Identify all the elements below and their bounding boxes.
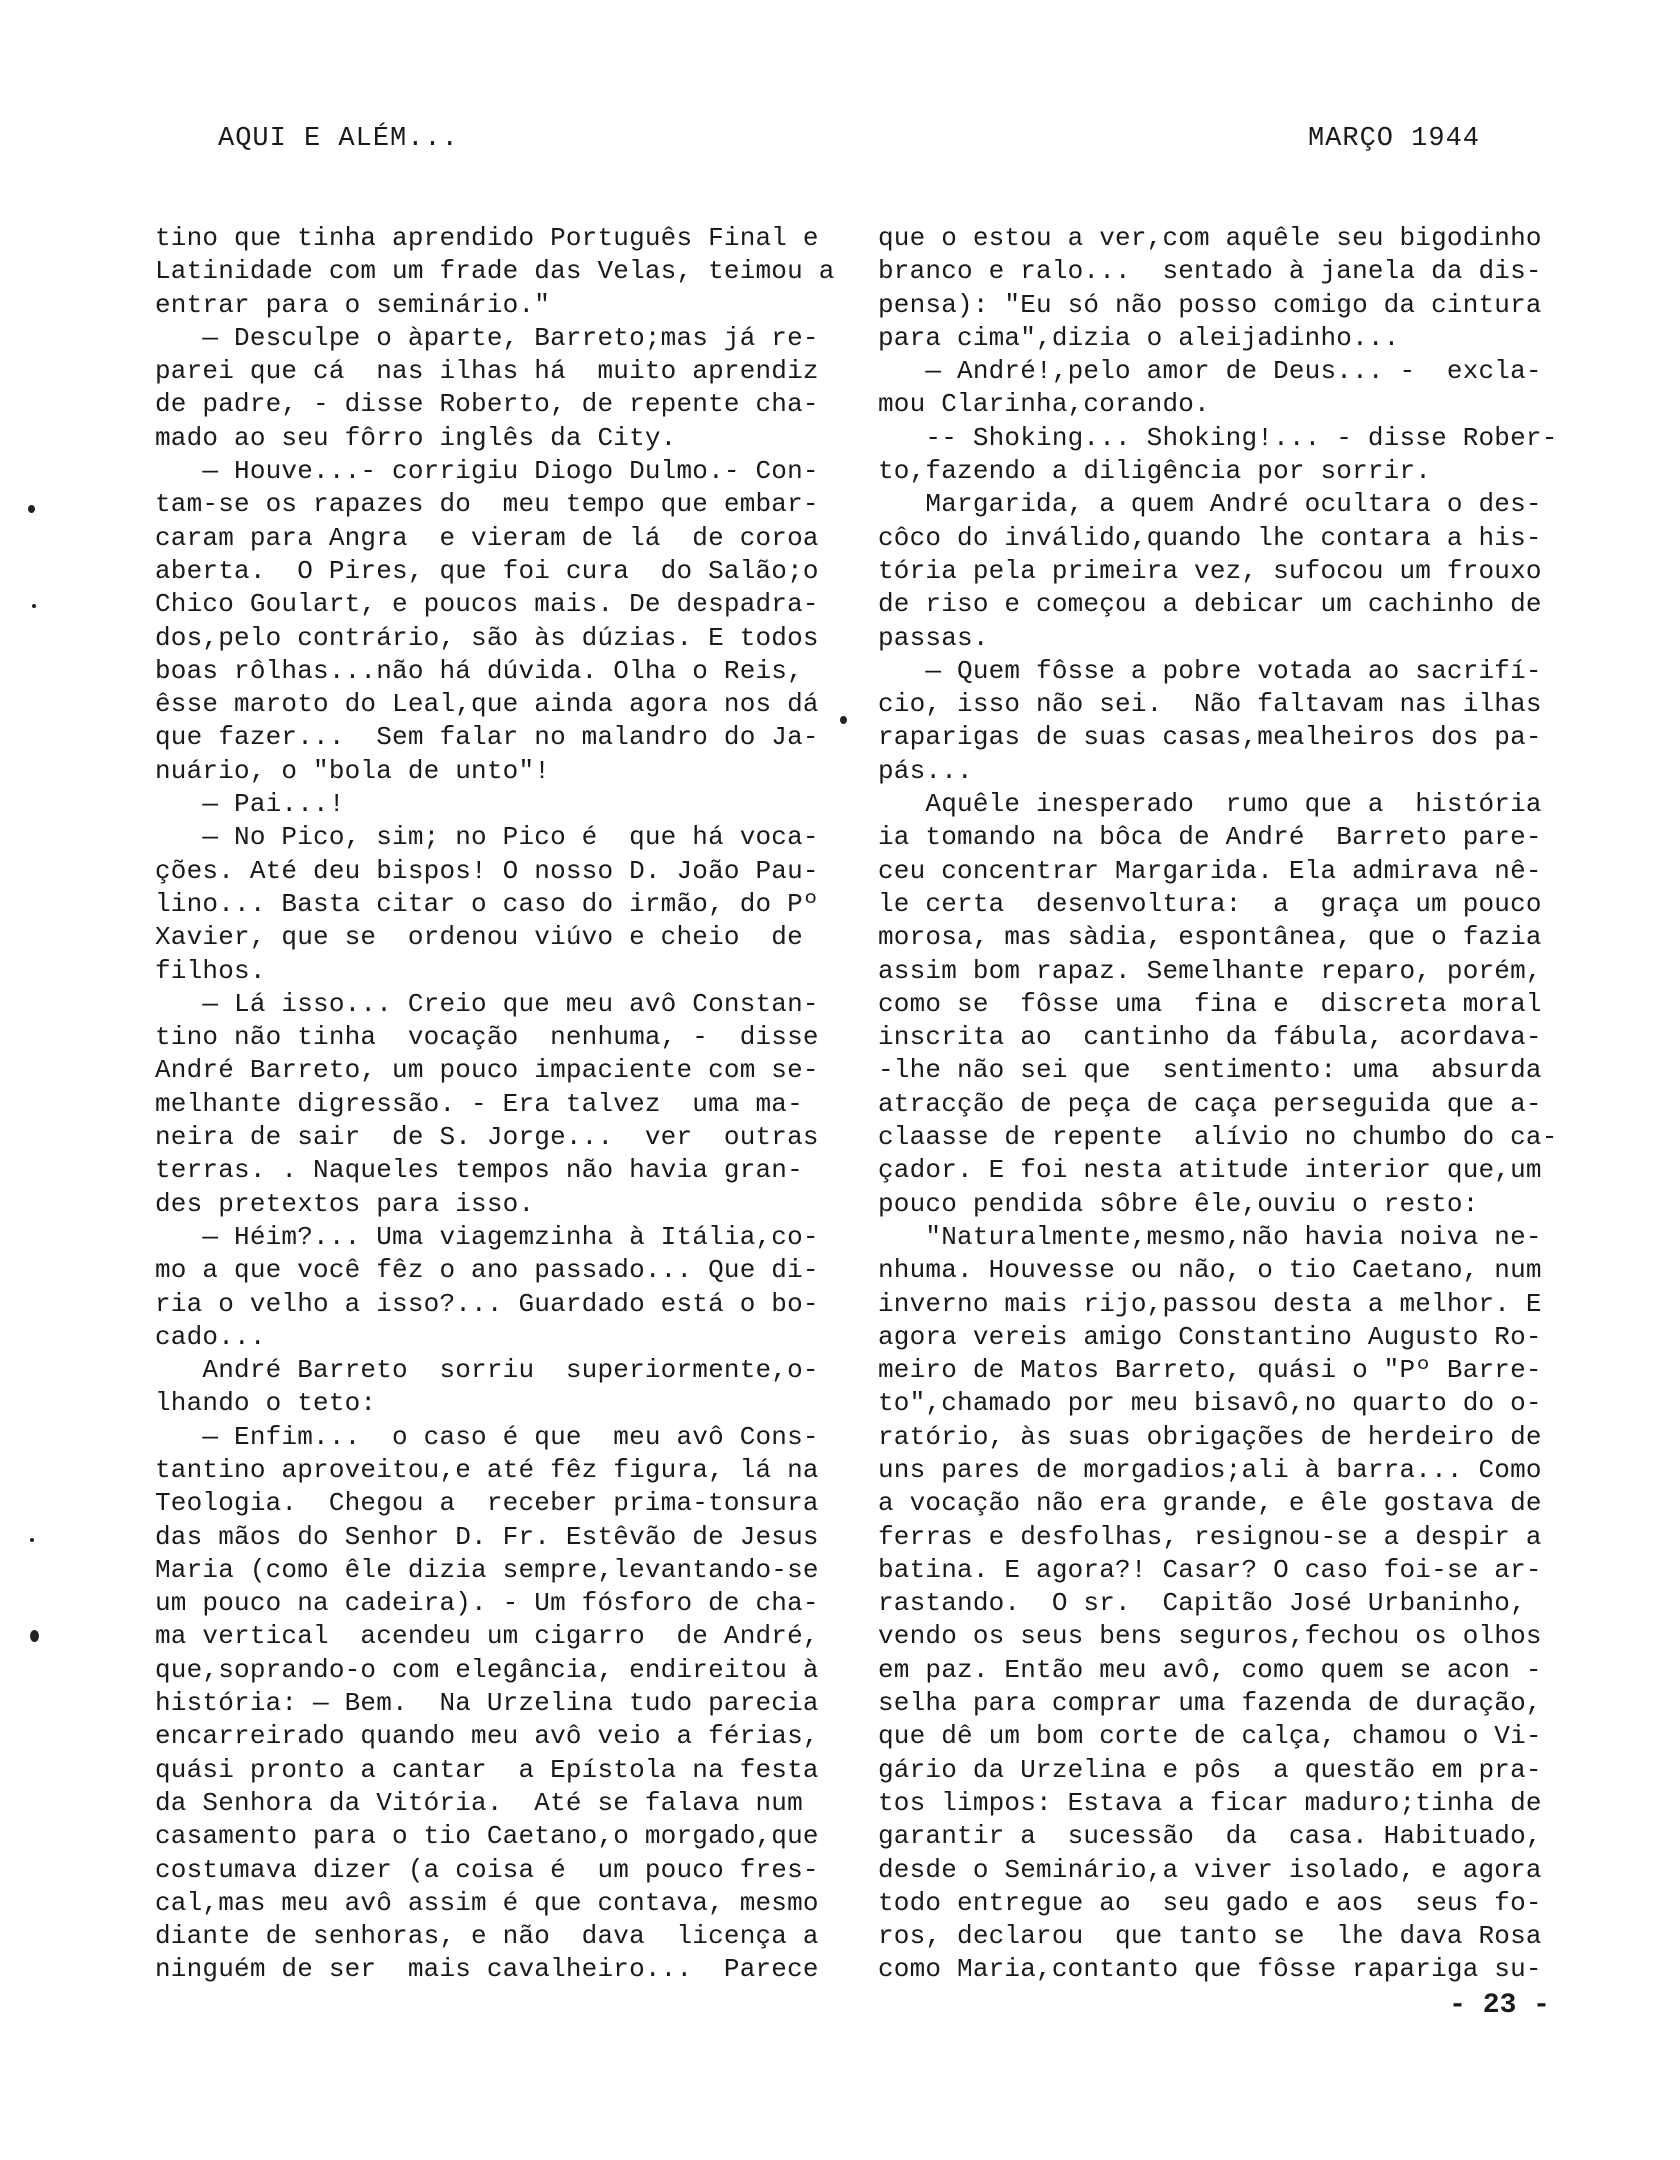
text-line: -lhe não sei que sentimento: uma absurda xyxy=(878,1055,1542,1086)
text-line: — Houve...- corrigiu Diogo Dulmo.- Con- xyxy=(155,456,819,487)
text-line: atracção de peça de caça perseguida que a- xyxy=(878,1088,1542,1119)
text-line: pouco pendida sôbre êle,ouviu o resto: xyxy=(878,1188,1479,1219)
text-line: a vocação não era grande, e êle gostava de xyxy=(878,1488,1542,1519)
text-line: ninguém de ser mais cavalheiro... Parece xyxy=(155,1954,819,1985)
text-line: que dê um bom corte de calça, chamou o Vi- xyxy=(878,1721,1542,1752)
text-line: mou Clarinha,corando. xyxy=(878,389,1210,420)
margin-speck xyxy=(30,1538,34,1542)
text-line: selha para comprar uma fazenda de duração, xyxy=(878,1688,1542,1719)
text-line: quási pronto a cantar a Epístola na festa xyxy=(155,1754,819,1785)
text-line: Xavier, que se ordenou viúvo e cheio de xyxy=(155,922,803,953)
text-line: Aquêle inesperado rumo que a história xyxy=(878,789,1542,820)
text-line: tória pela primeira vez, sufocou um frouxo xyxy=(878,555,1542,586)
text-line: — No Pico, sim; no Pico é que há voca- xyxy=(155,822,819,853)
running-title: AQUI E ALÉM... xyxy=(218,124,459,154)
text-line: da Senhora da Vitória. Até se falava num xyxy=(155,1787,803,1818)
text-line: ceu concentrar Margarida. Ela admirava nê- xyxy=(878,855,1542,886)
text-line: história: — Bem. Na Urzelina tudo parecia xyxy=(155,1688,819,1719)
text-line: tos limpos: Estava a ficar maduro;tinha de xyxy=(878,1787,1542,1818)
text-line: boas rôlhas...não há dúvida. Olha o Reis, xyxy=(155,655,803,686)
text-line: — André!,pelo amor de Deus... - excla- xyxy=(878,356,1542,387)
text-line: Margarida, a quem André ocultara o des- xyxy=(878,489,1542,520)
left-text-column xyxy=(155,222,835,1987)
text-line: mo a que você fêz o ano passado... Que di- xyxy=(155,1255,819,1286)
text-line: êsse maroto do Leal,que ainda agora nos dá xyxy=(155,689,819,720)
text-line: inscrita ao cantinho da fábula, acordava- xyxy=(878,1022,1542,1053)
text-line: caram para Angra e vieram de lá de coroa xyxy=(155,522,819,553)
text-line: todo entregue ao seu gado e aos seus fo- xyxy=(878,1887,1542,1918)
text-line: pensa): "Eu só não posso comigo da cintura xyxy=(878,289,1542,320)
text-line: como se fôsse uma fina e discreta moral xyxy=(878,988,1542,1019)
text-line: lino... Basta citar o caso do irmão, do Pº xyxy=(155,888,819,919)
text-line: costumava dizer (a coisa é um pouco fres- xyxy=(155,1854,819,1885)
text-line: em paz. Então meu avô, como quem se acon - xyxy=(878,1654,1542,1685)
text-line: filhos. xyxy=(155,955,266,986)
text-line: que,soprando-o com elegância, endireitou à xyxy=(155,1654,819,1685)
text-line: -- Shoking... Shoking!... - disse Rober- xyxy=(878,422,1558,453)
text-line: cado... xyxy=(155,1321,266,1352)
text-line: uns pares de morgadios;ali à barra... Como xyxy=(878,1454,1542,1485)
text-line: diante de senhoras, e não dava licença a xyxy=(155,1921,819,1952)
text-line: branco e ralo... sentado à janela da dis- xyxy=(878,256,1542,287)
text-line: côco do inválido,quando lhe contara a his- xyxy=(878,522,1542,553)
text-line: rastando. O sr. Capitão José Urbaninho, xyxy=(878,1588,1526,1619)
text-line: ia tomando na bôca de André Barreto pare- xyxy=(878,822,1542,853)
text-line: Latinidade com um frade das Velas, teimou a xyxy=(155,256,835,287)
text-line: gário da Urzelina e pôs a questão em pra- xyxy=(878,1754,1542,1785)
text-line: assim bom rapaz. Semelhante reparo, porém, xyxy=(878,955,1542,986)
text-line: ma vertical acendeu um cigarro de André, xyxy=(155,1621,819,1652)
text-line: cal,mas meu avô assim é que contava, mesmo xyxy=(155,1887,819,1918)
margin-speck xyxy=(30,1630,39,1642)
text-line: André Barreto, um pouco impaciente com se- xyxy=(155,1055,819,1086)
right-text-column xyxy=(878,222,1558,1987)
text-line: um pouco na cadeira). - Um fósforo de cha- xyxy=(155,1588,819,1619)
text-line: le certa desenvoltura: a graça um pouco xyxy=(878,888,1542,919)
text-line: ferras e desfolhas, resignou-se a despir a xyxy=(878,1521,1542,1552)
text-line: de riso e começou a debicar um cachinho de xyxy=(878,589,1542,620)
text-line: ções. Até deu bispos! O nosso D. João Pau- xyxy=(155,855,819,886)
text-line: garantir a sucessão da casa. Habituado, xyxy=(878,1821,1542,1852)
text-line: encarreirado quando meu avô veio a férias, xyxy=(155,1721,819,1752)
text-line: desde o Seminário,a viver isolado, e agora xyxy=(878,1854,1542,1885)
text-line: André Barreto sorriu superiormente,o- xyxy=(155,1355,819,1386)
text-line: to,fazendo a diligência por sorrir. xyxy=(878,456,1432,487)
text-line: — Héim?... Uma viagemzinha à Itália,co- xyxy=(155,1221,819,1252)
text-line: melhante digressão. - Era talvez uma ma- xyxy=(155,1088,803,1119)
issue-date: MARÇO 1944 xyxy=(1307,124,1480,154)
text-line: que o estou a ver,com aquêle seu bigodinho xyxy=(878,223,1542,253)
text-line: parei que cá nas ilhas há muito aprendiz xyxy=(155,356,819,387)
text-line: batina. E agora?! Casar? O caso foi-se ar- xyxy=(878,1554,1542,1585)
text-line: raparigas de suas casas,mealheiros dos pa- xyxy=(878,722,1542,753)
text-line: des pretextos para isso. xyxy=(155,1188,535,1219)
text-line: — Enfim... o caso é que meu avô Cons- xyxy=(155,1421,819,1452)
text-line: terras. . Naqueles tempos não havia gran- xyxy=(155,1155,803,1186)
text-line: Teologia. Chegou a receber prima-tonsura xyxy=(155,1488,819,1519)
text-line: inverno mais rijo,passou desta a melhor. E xyxy=(878,1288,1542,1319)
text-line: çador. E foi nesta atitude interior que,um xyxy=(878,1155,1542,1186)
margin-speck xyxy=(28,505,35,513)
text-line: ria o velho a isso?... Guardado está o bo- xyxy=(155,1288,819,1319)
text-line: das mãos do Senhor D. Fr. Estêvão de Jesus xyxy=(155,1521,819,1552)
text-line: ros, declarou que tanto se lhe dava Rosa xyxy=(878,1921,1542,1952)
margin-speck xyxy=(840,716,847,724)
text-line: tino não tinha vocação nenhuma, - disse xyxy=(155,1022,819,1053)
text-line: tino que tinha aprendido Português Final e xyxy=(155,223,819,253)
text-line: ratório, às suas obrigações de herdeiro de xyxy=(878,1421,1542,1452)
text-line: — Quem fôsse a pobre votada ao sacrifí- xyxy=(878,655,1542,686)
text-line: tam-se os rapazes do meu tempo que embar- xyxy=(155,489,819,520)
text-line: Maria (como êle dizia sempre,levantando-se xyxy=(155,1554,819,1585)
text-line: to",chamado por meu bisavô,no quarto do o- xyxy=(878,1388,1542,1419)
text-line: entrar para o seminário." xyxy=(155,289,551,320)
text-line: vendo os seus bens seguros,fechou os olhos xyxy=(878,1621,1542,1652)
text-line: mado ao seu fôrro inglês da City. xyxy=(155,422,677,453)
text-line: cio, isso não sei. Não faltavam nas ilhas xyxy=(878,689,1542,720)
text-line: agora vereis amigo Constantino Augusto Ro- xyxy=(878,1321,1542,1352)
text-line: de padre, - disse Roberto, de repente cha- xyxy=(155,389,819,420)
text-line: que fazer... Sem falar no malandro do Ja- xyxy=(155,722,819,753)
text-line: — Desculpe o àparte, Barreto;mas já re- xyxy=(155,322,819,353)
text-line: como Maria,contanto que fôsse rapariga su- xyxy=(878,1954,1542,1985)
text-line: claasse de repente alívio no chumbo do ca- xyxy=(878,1122,1558,1153)
text-line: tantino aproveitou,e até fêz figura, lá na xyxy=(155,1454,819,1485)
text-line: nhuma. Houvesse ou não, o tio Caetano, num xyxy=(878,1255,1542,1286)
text-line: passas. xyxy=(878,622,989,653)
margin-speck xyxy=(32,604,36,608)
text-line: lhando o teto: xyxy=(155,1388,377,1419)
text-line: Chico Goulart, e poucos mais. De despadra- xyxy=(155,589,819,620)
text-line: para cima",dizia o aleijadinho... xyxy=(878,322,1400,353)
text-line: — Lá isso... Creio que meu avô Constan- xyxy=(155,988,819,1019)
page-number: - 23 - xyxy=(1449,1990,1550,2021)
text-line: "Naturalmente,mesmo,não havia noiva ne- xyxy=(878,1221,1542,1252)
text-line: dos,pelo contrário, são às dúzias. E todos xyxy=(155,622,819,653)
text-line: aberta. O Pires, que foi cura do Salão;o xyxy=(155,555,819,586)
text-line: — Pai...! xyxy=(155,789,345,820)
text-line: pás... xyxy=(878,755,973,786)
text-line: morosa, mas sàdia, espontânea, que o fazia xyxy=(878,922,1542,953)
text-line: nuário, o "bola de unto"! xyxy=(155,755,551,786)
text-line: casamento para o tio Caetano,o morgado,que xyxy=(155,1821,819,1852)
text-line: neira de sair de S. Jorge... ver outras xyxy=(155,1122,819,1153)
text-line: meiro de Matos Barreto, quási o "Pº Barre- xyxy=(878,1355,1542,1386)
